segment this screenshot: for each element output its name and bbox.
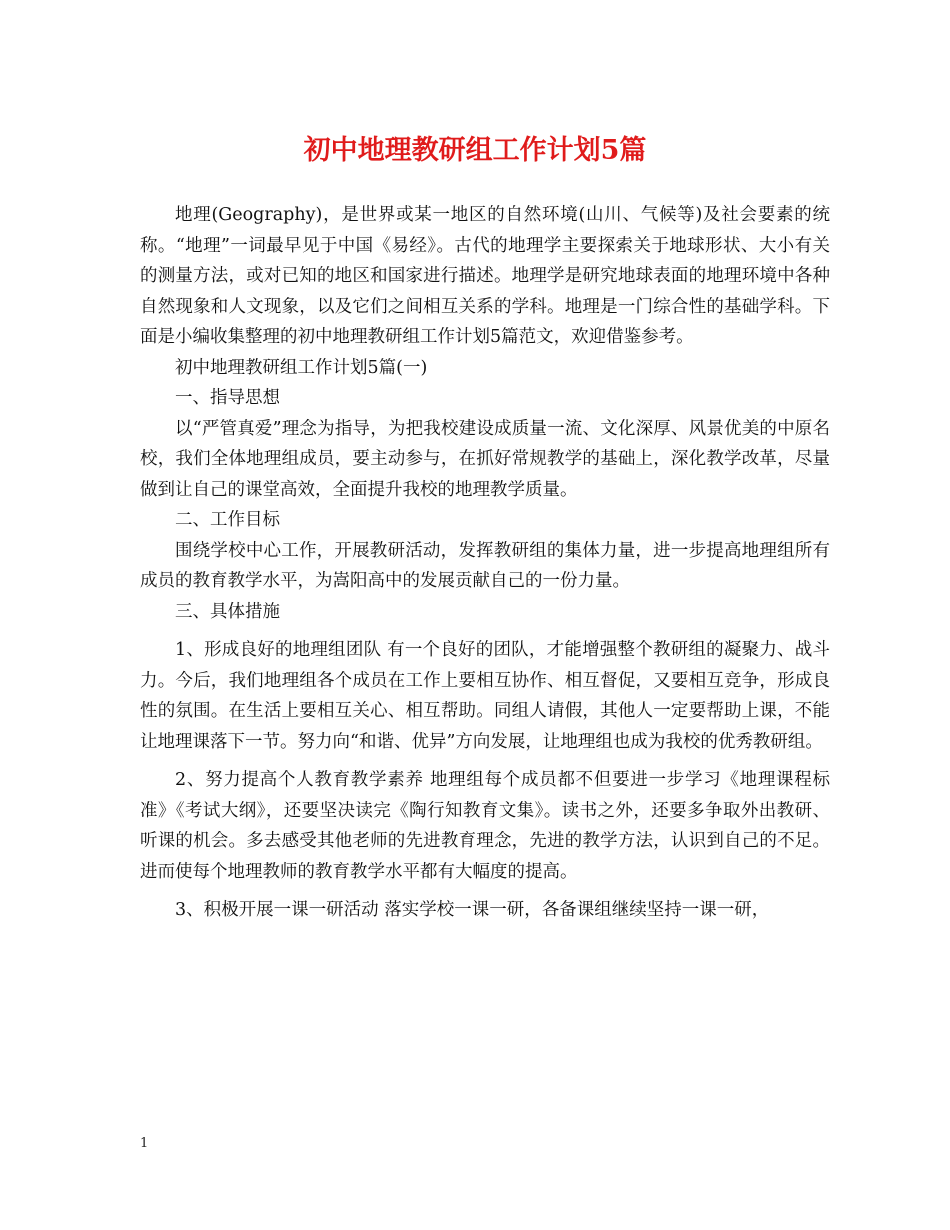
heading-guiding-thought: 一、指导思想 [175,388,280,408]
paragraph-guiding-thought: 以“严管真爱”理念为指导，为把我校建设成质量一流、文化深厚、风景优美的中原名校，我们全体地理组成员，要主动参与，在抓好常规教学的基础上，深化教学改革，尽量做到让自己的课堂高效，全面提升我校的地理教学质量。 [140,418,830,500]
paragraph-work-goals: 围绕学校中心工作，开展教研活动，发挥教研组的集体力量，进一步提高地理组所有成员的教育教学水平，为嵩阳高中的发展贡献自己的一份力量。 [140,540,830,591]
document-body [140,200,830,926]
section-title-plan-1: 初中地理教研组工作计划5篇(一) [175,357,428,378]
heading-work-goals: 二、工作目标 [175,510,280,530]
document-title: 初中地理教研组工作计划5篇 [303,135,647,166]
heading-specific-measures: 三、具体措施 [175,601,280,622]
intro-paragraph: 地理(Geography)，是世界或某一地区的自然环境(山川、气候等)及社会要素的统称。“地理”一词最早见于中国《易经》。古代的地理学主要探索关于地球形状、大小有关的测量方法，或对已知的地区和国家进行描述。地理学是研究地球表面的地理环境中各种自然现象和人文现象，以及它们之间相互关系的学科。地理是一门综合性的基础学科。下面是小编收集整理的初中地理教研组工作计划5篇范文，欢迎借鉴参考。 [140,205,830,347]
paragraph-measure-1: 1、形成良好的地理组团队 有一个良好的团队，才能增强整个教研组的凝聚力、战斗力。今后，我们地理组各个成员在工作上要相互协作、相互督促，又要相互竞争，形成良性的氛围。在生活上要相互关心、相互帮助。同组人请假，其他人一定要帮助上课，不能让地理课落下一节。努力向“和谐、优异”方向发展，让地理组也成为我校的优秀教研组。 [140,640,830,752]
paragraph-measure-3: 3、积极开展一课一研活动 落实学校一课一研，各备课组继续坚持一课一研， [175,900,770,920]
paragraph-measure-2: 2、努力提高个人教育教学素养 地理组每个成员都不但要进一步学习《地理课程标准》《考试大纲》，还要坚决读完《陶行知教育文集》。读书之外，还要多争取外出教研、听课的机会。多去感受其他老师的先进教育理念，先进的教学方法，认识到自己的不足。进而使每个地理教师的教育教学水平都有大幅度的提高。 [140,770,830,882]
page-number: 1 [140,1136,149,1151]
